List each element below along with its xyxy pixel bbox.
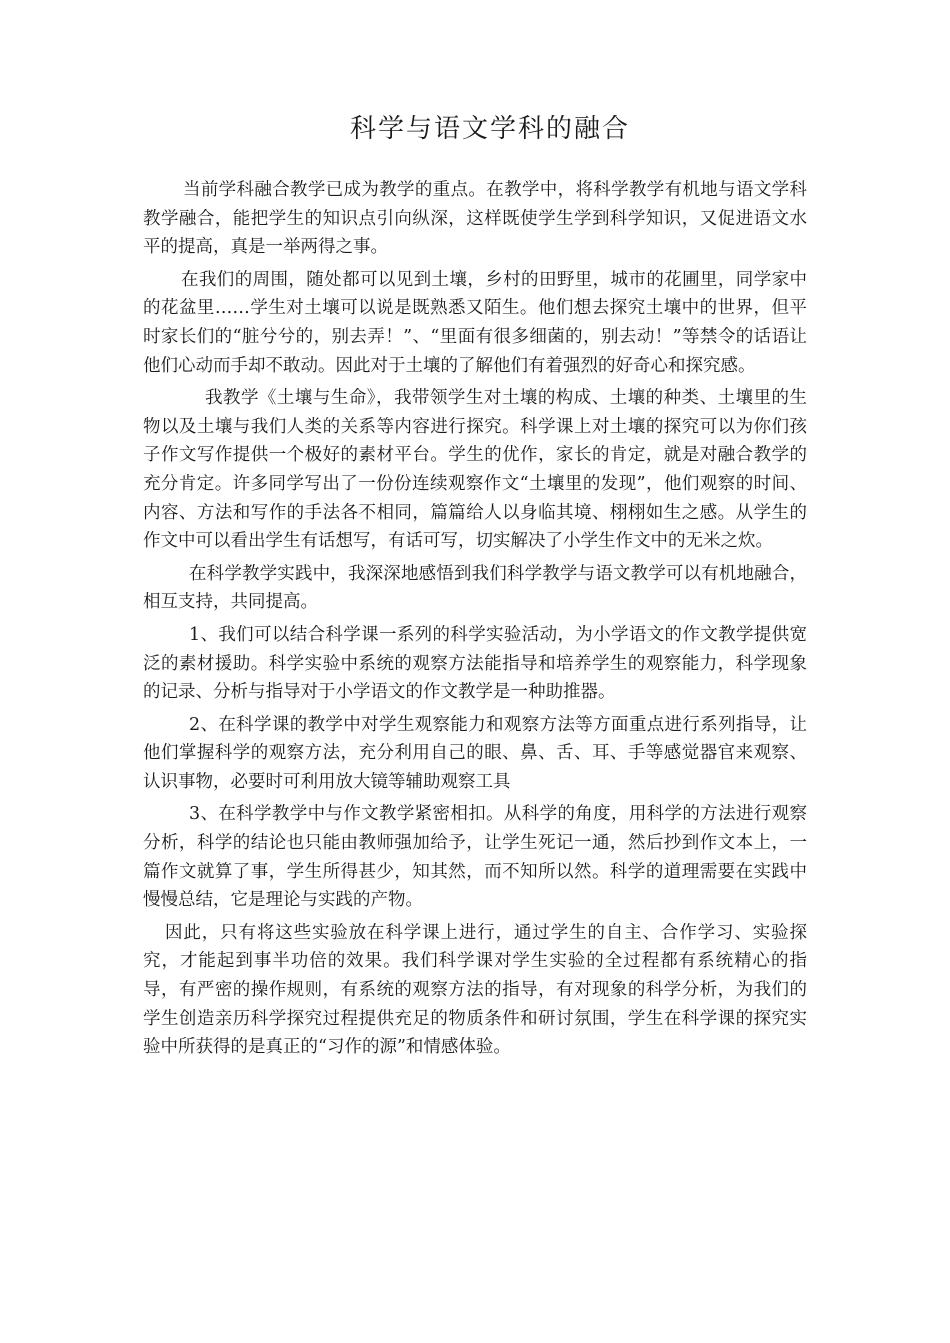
document-body: [143, 176, 807, 1066]
paragraph-soil-surroundings: 在我们的周围，随处都可以见到土壤，乡村的田野里，城市的花圃里，同学家中的花盆里……学生对土壤可以说是既熟悉又陌生。他们想去探究土壤中的世界，但平时家长们的“脏兮兮的，别去弄！”、“里面有很多细菌的，别去动！”等禁令的话语让他们心动而手却不敢动。因此对于土壤的了解他们有着强烈的好奇心和探究感。: [143, 269, 807, 376]
paragraph-intro: 当前学科融合教学已成为教学的重点。在教学中，将科学教学有机地与语文学科教学融合，能把学生的知识点引向纵深，这样既使学生学到科学知识，又促进语文水平的提高，真是一举两得之事。: [143, 180, 807, 258]
document-title: 科学与语文学科的融合: [349, 114, 630, 144]
paragraph-conclusion: 因此，只有将这些实验放在科学课上进行，通过学生的自主、合作学习、实验探究，才能起到事半功倍的效果。我们科学课对学生实验的全过程都有系统精心的指导，有严密的操作规则，有系统的观察方法的指导，有对现象的科学分析，为我们的学生创造亲历科学探究过程提供充足的物质条件和研讨氛围，学生在科学课的探究实验中所获得的是真正的“习作的源”和情感体验。: [143, 922, 807, 1058]
paragraph-point-2: 2、在科学课的教学中对学生观察能力和观察方法等方面重点进行系列指导，让他们掌握科学的观察方法，充分利用自己的眼、鼻、舌、耳、手等感觉器官来观察、认识事物，必要时可利用放大镜等辅助观察工具: [143, 714, 807, 792]
paragraph-soil-and-life: 我教学《土壤与生命》，我带领学生对土壤的构成、土壤的种类、土壤里的生物以及土壤与我们人类的关系等内容进行探究。科学课上对土壤的探究可以为你们孩子作文写作提供一个极好的素材平台。学生的优作，家长的肯定，就是对融合教学的充分肯定。许多同学写出了一份份连续观察作文“土壤里的发现”，他们观察的时间、内容、方法和写作的手法各不相同，篇篇给人以身临其境、栩栩如生之感。从学生的作文中可以看出学生有话想写，有话可写，切实解决了小学生作文中的无米之炊。: [143, 388, 807, 552]
paragraph-point-1: 1、我们可以结合科学课一系列的科学实验活动，为小学语文的作文教学提供宽泛的素材援助。科学实验中系统的观察方法能指导和培养学生的观察能力，科学现象的记录、分析与指导对于小学语文的作文教学是一种助推器。: [143, 624, 807, 703]
paragraph-practice: 在科学教学实践中，我深深地感悟到我们科学教学与语文教学可以有机地融合，相互支持，共同提高。: [143, 563, 807, 613]
paragraph-point-3: 3、在科学教学中与作文教学紧密相扣。从科学的角度，用科学的方法进行观察分析，科学的结论也只能由教师强加给予，让学生死记一通，然后抄到作文本上，一篇作文就算了事，学生所得甚少，知其然，而不知所以然。科学的道理需要在实践中慢慢总结，它是理论与实践的产物。: [143, 804, 807, 911]
